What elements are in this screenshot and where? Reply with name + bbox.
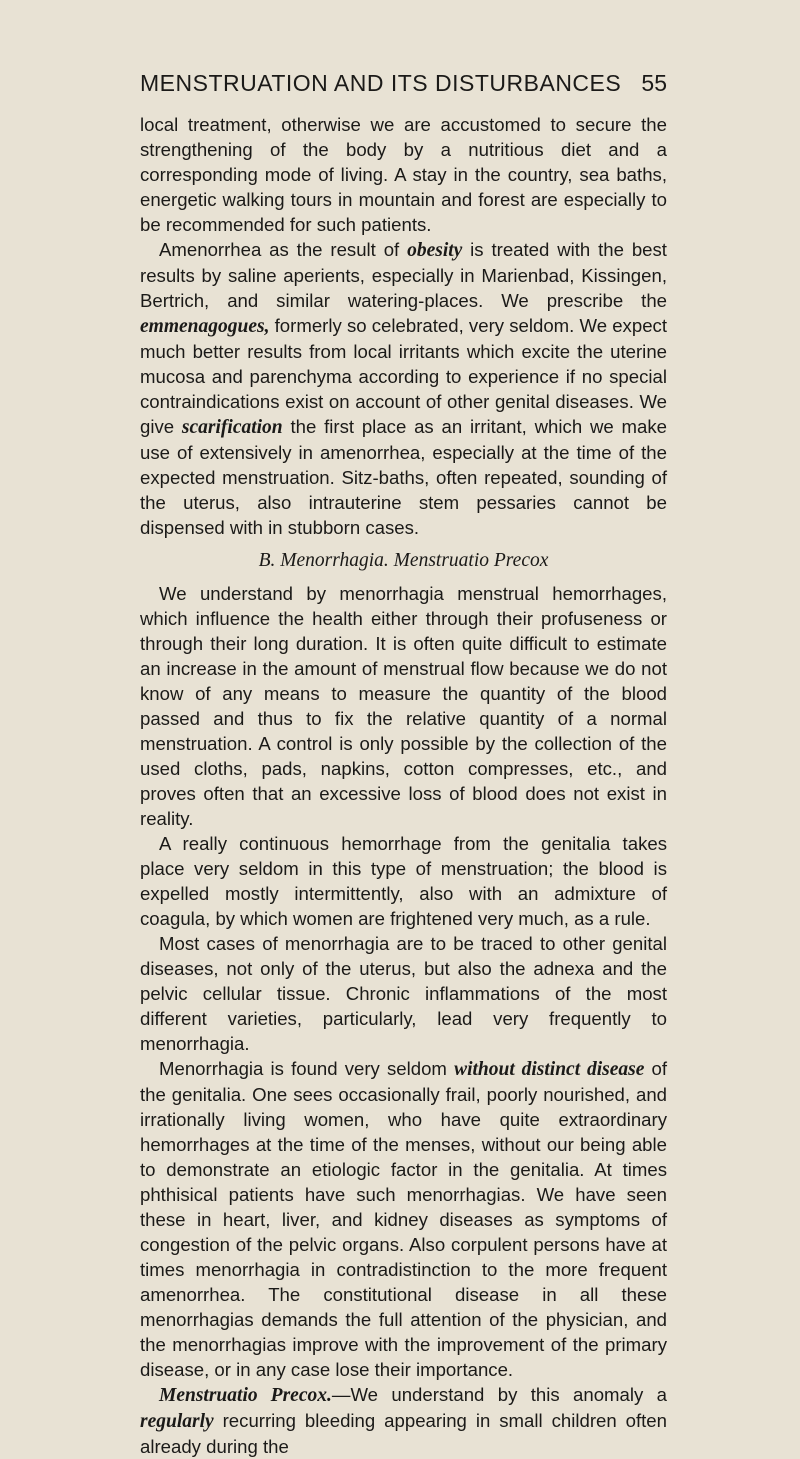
paragraph-text: local treatment, otherwise we are accustomed to secure the strengthening of the body by a nutritious diet and a corresponding mode of living. A stay in the country, sea baths, energetic walking tours in mountain and forest are especially to be recommended for such patients. — [140, 114, 667, 235]
paragraph-text: A really continuous hemorrhage from the genitalia takes place very seldom in this type of menstruation; the blood is expelled mostly intermittently, also with an admixture of coagula, by which women are frightened very much, as a rule. — [140, 833, 667, 929]
paragraph — [140, 581, 667, 831]
emphasis: obesity — [407, 240, 463, 261]
paragraph-text: of the genitalia. One sees occasionally frail, poorly nourished, and irrationally living women, who have quite extraordinary hemorrhages at the time of the menses, without our being able to demonstrate an etiologic factor in the genitalia. At times phthisical patients have such menorrhagias. We have seen these in heart, liver, and kidney diseases as symptoms of congestion of the pelvic organs. Also corpulent persons have at times menorrhagia in contradistinction to the more frequent amenorrhea. The constitutional disease in all these menorrhagias demands the full attention of the physician, and the menorrhagias improve with the improvement of the primary disease, or in any case lose their importance. — [140, 1058, 667, 1380]
emphasis: without distinct disease — [454, 1059, 645, 1080]
paragraph-text: —We understand by this anomaly a — [331, 1384, 667, 1405]
page-number: 55 — [641, 70, 667, 96]
paragraph — [140, 831, 667, 931]
section-subheading: B. Menorrhagia. Menstruatio Precox — [258, 550, 549, 571]
paragraph — [140, 112, 667, 237]
page-header — [140, 70, 667, 106]
paragraph-text: recurring bleeding appearing in small children often already during the — [140, 1410, 667, 1457]
paragraph-text: is treated with the best results by saline aperients, especially in Marienbad, Kissingen, Bertrich, and similar watering-places. We prescribe the — [140, 239, 667, 311]
paragraph — [140, 1382, 667, 1459]
paragraph — [140, 237, 667, 540]
paragraph — [140, 1056, 667, 1382]
paragraph-text: formerly so celebrated, very seldom. We expect much better results from local irritants which excite the uterine mucosa and parenchyma according to experience if no special contraindications exist on account of other genital diseases. We give — [140, 315, 667, 437]
paragraph-text: We understand by menorrhagia menstrual hemorrhages, which influence the health either through their profuseness or through their long duration. It is often quite difficult to estimate an increase in the amount of menstrual flow because we do not know of any means to measure the quantity of the blood passed and thus to fix the relative quantity of a normal menstruation. A control is only possible by the collection of the used cloths, pads, napkins, cotton compresses, etc., and proves often that an excessive loss of blood does not exist in reality. — [140, 583, 667, 829]
emphasis: scarification — [181, 417, 283, 438]
emphasis: emmenagogues, — [140, 316, 270, 337]
paragraph-text: the first place as an irritant, which we make use of extensively in amenorrhea, especially at the time of the expected menstruation. Sitz-baths, often repeated, sounding of the uterus, also intrauterine stem pessaries cannot be dispensed with in stubborn cases. — [140, 416, 667, 538]
emphasis: Menstruatio Precox. — [159, 1385, 332, 1406]
paragraph — [140, 931, 667, 1056]
paragraph-text: Menorrhagia is found very seldom — [159, 1058, 455, 1079]
running-head: MENSTRUATION AND ITS DISTURBANCES — [140, 70, 622, 96]
paragraph-text: Amenorrhea as the result of — [159, 239, 408, 260]
page-body — [140, 112, 667, 1459]
paragraph-text: Most cases of menorrhagia are to be traced to other genital diseases, not only of the uterus, but also the adnexa and the pelvic cellular tissue. Chronic inflammations of the most different varieties, particularly, lead very frequently to menorrhagia. — [140, 933, 667, 1054]
emphasis: regularly — [140, 1411, 214, 1432]
